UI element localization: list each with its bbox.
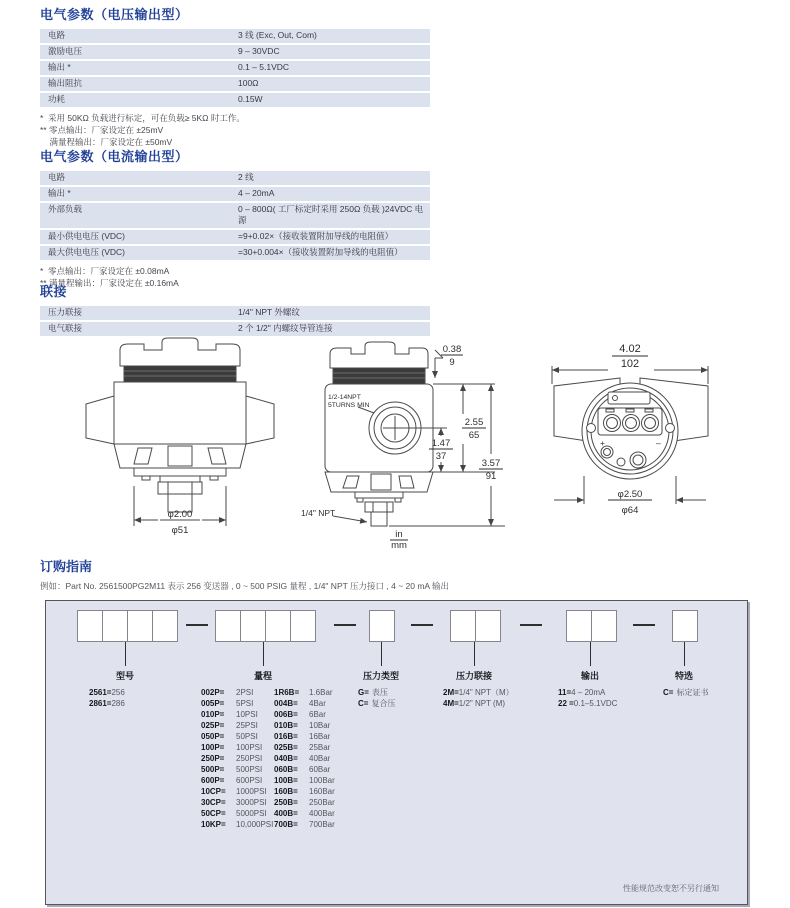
code-row: 250P= 250PSI <box>201 754 263 763</box>
dim-front-diameter-in: φ2.00 <box>167 509 193 520</box>
row-label: 功耗 <box>48 94 66 104</box>
code-row: G= 表压 <box>358 688 388 697</box>
code-row: 100B= 100Bar <box>274 776 335 785</box>
section-title: 联接 <box>40 284 68 299</box>
connector-line <box>263 642 264 666</box>
ordering-code-box <box>45 600 748 905</box>
connector-line <box>125 642 126 666</box>
dash-separator <box>411 624 433 626</box>
model-code-list <box>89 687 125 709</box>
row-value: =9+0.02×（接收装置附加导线的电阻值） <box>238 231 394 241</box>
code-row: 160B= 160Bar <box>274 787 335 796</box>
section-connections <box>40 281 432 338</box>
output-code-list <box>558 687 617 709</box>
special-code-list <box>663 687 708 698</box>
row-value: 2 线 <box>238 172 254 182</box>
table-row <box>40 45 430 59</box>
dim-top-width-mm: 102 <box>620 358 640 370</box>
table-row <box>40 187 430 201</box>
dim-side-top-mm: 9 <box>449 357 455 368</box>
group-label-range: 量程 <box>253 671 273 681</box>
table-row <box>40 246 430 260</box>
section-electrical-voltage <box>40 4 432 148</box>
dim-side-h3-mm: 91 <box>485 471 497 482</box>
code-row: 4M=1/2" NPT (M) <box>443 699 506 708</box>
section-title: 电气参数（电压输出型） <box>40 7 189 22</box>
row-value: 0.15W <box>238 94 263 104</box>
code-row: 060B= 60Bar <box>274 765 331 774</box>
row-label: 最小供电电压 (VDC) <box>48 231 125 241</box>
row-label: 激励电压 <box>48 46 83 56</box>
dim-top-diameter-mm: φ64 <box>621 505 639 516</box>
table-row <box>40 77 430 91</box>
connector-line <box>590 642 591 666</box>
table-row <box>40 93 430 107</box>
dim-side-h1-in: 2.55 <box>464 417 484 428</box>
group-label-pressure-type: 压力类型 <box>362 671 400 681</box>
ordering-guide-header <box>40 556 750 592</box>
code-row: 016B= 16Bar <box>274 732 331 741</box>
code-row: C= 标定证书 <box>663 688 709 697</box>
footnote-line: * 零点输出：厂家设定在 ±0.08mA <box>40 266 170 276</box>
section-title: 电气参数（电流输出型） <box>40 149 189 164</box>
code-row: 010P= 10PSI <box>201 710 258 719</box>
code-row: 002P= 2PSI <box>201 688 254 697</box>
dim-front-diameter-mm: φ51 <box>171 525 189 536</box>
code-row: 025B= 25Bar <box>274 743 331 752</box>
range-psi-code-list <box>201 687 273 830</box>
dim-side-h2-in: 1.47 <box>431 438 451 449</box>
spec-table-connections <box>40 306 430 336</box>
code-row: 005P= 5PSI <box>201 699 254 708</box>
pressure-type-code-list <box>358 687 395 709</box>
footnote-line: * 采用 50KΩ 负载进行标定，可在负载≥ 5KΩ 时工作。 <box>40 113 245 123</box>
table-row <box>40 230 430 244</box>
row-value: 9 – 30VDC <box>238 46 280 56</box>
row-label: 输出阻抗 <box>48 78 83 88</box>
spec-table-voltage <box>40 29 430 107</box>
footnote-line: ** 零点输出：厂家设定在 ±25mV <box>40 125 164 135</box>
pressure-conn-code-list <box>443 687 514 709</box>
row-label: 最大供电电压 (VDC) <box>48 247 125 257</box>
code-row: 100P= 100PSI <box>201 743 263 752</box>
table-row <box>40 322 430 336</box>
dim-side-h2-mm: 37 <box>435 451 447 462</box>
code-cells-pressure-type <box>369 610 395 642</box>
range-bar-code-list <box>274 687 335 830</box>
row-value: 4 – 20mA <box>238 188 275 198</box>
dim-side-h1-mm: 65 <box>468 430 480 441</box>
code-row: 2861=286 <box>89 699 125 708</box>
code-row: 050P= 50PSI <box>201 732 258 741</box>
dash-separator <box>334 624 356 626</box>
code-row: 1R6B= 1.6Bar <box>274 688 333 697</box>
code-row: 2M=1/4" NPT（M） <box>443 688 514 697</box>
code-row: 50CP= 5000PSI <box>201 809 267 818</box>
row-label: 外部负载 <box>48 204 83 214</box>
code-row: 010B= 10Bar <box>274 721 331 730</box>
code-row: 10CP= 1000PSI <box>201 787 267 796</box>
row-value: 100Ω <box>238 78 259 88</box>
dim-side-h3-in: 3.57 <box>481 458 501 469</box>
row-value: 0 – 800Ω( 工厂标定时采用 250Ω 负载 )24VDC 电源 <box>238 204 424 225</box>
code-cells-special <box>672 610 698 642</box>
footnotes <box>40 112 432 148</box>
footnote-line: ** 满量程输出：厂家设定在 ±0.16mA <box>40 278 179 288</box>
code-cells-pressure-conn <box>450 610 501 642</box>
row-label: 电路 <box>48 172 66 182</box>
table-row <box>40 29 430 43</box>
unit-in-label: in <box>395 529 403 540</box>
dim-side-top-in: 0.38 <box>442 344 462 355</box>
side-view-drawing <box>295 336 520 548</box>
code-cells-range <box>215 610 316 642</box>
group-label-pressure-conn: 压力联接 <box>455 671 493 681</box>
ordering-example: 例如：Part No. 2561500PG2M11 表示 256 变送器 , 0 ~ 500 PSIG 量程 , 1/4" NPT 压力接口 , 4 ~ 20 mA 输出 <box>40 581 449 591</box>
row-label: 输出 * <box>48 62 71 72</box>
code-row: 22 =0.1–5.1VDC <box>558 699 618 708</box>
code-row: 500P= 500PSI <box>201 765 263 774</box>
row-label: 电气联接 <box>48 323 83 333</box>
npt-label: 1/4" NPT <box>301 508 336 518</box>
code-row: 10KP= 10,000PSI <box>201 820 274 829</box>
table-row <box>40 306 430 320</box>
code-row: 025P= 25PSI <box>201 721 258 730</box>
row-label: 压力联接 <box>48 307 83 317</box>
table-row <box>40 61 430 75</box>
spec-change-notice: 性能规范改变恕不另行通知 <box>623 884 719 893</box>
spec-table-current <box>40 171 430 260</box>
code-row: 400B= 400Bar <box>274 809 335 818</box>
port-thread-label-2: 5TURNS MIN <box>328 402 370 409</box>
port-thread-label-1: 1/2-14NPT <box>328 394 361 401</box>
dimension-drawings <box>48 336 768 550</box>
group-label-model: 型号 <box>115 671 135 681</box>
code-row: 250B= 250Bar <box>274 798 335 807</box>
code-row: 006B= 6Bar <box>274 710 326 719</box>
code-row: 600P= 600PSI <box>201 776 263 785</box>
terminal-plus-label: + <box>600 438 605 448</box>
group-label-special: 特选 <box>674 671 694 681</box>
code-row: 2561=256 <box>89 688 125 697</box>
terminal-minus-label: – <box>656 438 661 448</box>
section-electrical-current <box>40 146 432 289</box>
code-row: 004B= 4Bar <box>274 699 326 708</box>
dim-top-width-in: 4.02 <box>619 343 641 355</box>
row-label: 电路 <box>48 30 66 40</box>
code-cells-model <box>77 610 178 642</box>
connector-line <box>381 642 382 666</box>
row-value: 3 线 (Exc, Out, Com) <box>238 30 317 40</box>
code-row: 040B= 40Bar <box>274 754 331 763</box>
dash-separator <box>633 624 655 626</box>
connector-line <box>474 642 475 666</box>
dash-separator <box>186 624 208 626</box>
code-cells-output <box>566 610 617 642</box>
front-view-drawing <box>62 336 297 548</box>
row-value: =30+0.004×（接收装置附加导线的电阻值） <box>238 247 403 257</box>
top-view-drawing <box>520 336 770 548</box>
table-row <box>40 171 430 185</box>
code-row: 700B= 700Bar <box>274 820 335 829</box>
dash-separator <box>520 624 542 626</box>
connector-line <box>684 642 685 666</box>
ordering-guide-title: 订购指南 <box>40 559 93 574</box>
row-label: 输出 * <box>48 188 71 198</box>
code-row: 11=4 – 20mA <box>558 688 606 697</box>
row-value: 0.1 – 5.1VDC <box>238 62 290 72</box>
footnote-line: 满量程输出：厂家设定在 ±50mV <box>40 137 173 147</box>
table-row <box>40 203 430 228</box>
group-label-output: 输出 <box>580 671 600 681</box>
code-row: 30CP= 3000PSI <box>201 798 267 807</box>
dim-top-diameter-in: φ2.50 <box>617 489 643 500</box>
code-row: C= 复合压 <box>358 699 396 708</box>
unit-mm-label: mm <box>391 540 407 548</box>
row-value: 1/4" NPT 外螺纹 <box>238 307 300 317</box>
row-value: 2 个 1/2" 内螺纹导管连接 <box>238 323 333 333</box>
